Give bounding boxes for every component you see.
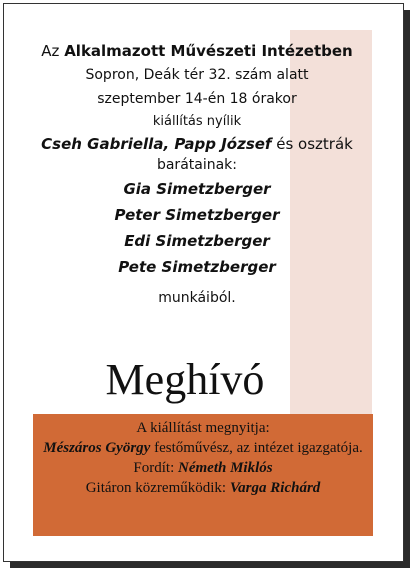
venue-prefix: Az bbox=[41, 42, 65, 60]
intro-line-works: munkáiból. bbox=[158, 290, 236, 306]
hosts-suffix: és osztrák bbox=[271, 135, 353, 153]
intro-line-date: szeptember 14-én 18 órakor bbox=[97, 91, 297, 107]
invitation-title: Meghívó bbox=[105, 355, 265, 404]
opening-line: A kiállítást megnyitja: bbox=[136, 420, 270, 436]
translator-line bbox=[33, 458, 373, 478]
opener-name: Mészáros György bbox=[43, 440, 151, 456]
intro-line-opens: kiállítás nyílik bbox=[152, 114, 242, 129]
opener-description: festőművész, az intézet igazgatója. bbox=[150, 440, 363, 456]
translator-label: Fordít: bbox=[133, 460, 178, 476]
intro-line-hosts bbox=[22, 134, 372, 155]
intro-line-address: Sopron, Deák tér 32. szám alatt bbox=[85, 67, 309, 83]
opening-details-box bbox=[33, 414, 373, 536]
artist-name: Gia Simetzberger bbox=[123, 180, 271, 198]
artist-name: Edi Simetzberger bbox=[124, 232, 270, 250]
page-shadow-bottom bbox=[10, 562, 410, 568]
venue-name: Alkalmazott Művészeti Intézetben bbox=[64, 42, 353, 60]
guitarist-name: Varga Richárd bbox=[229, 480, 321, 496]
invitation-intro bbox=[22, 40, 372, 310]
intro-line-venue bbox=[22, 40, 372, 62]
guitar-line bbox=[33, 478, 373, 498]
intro-line-friends: barátainak: bbox=[156, 157, 238, 173]
translator-name: Németh Miklós bbox=[178, 460, 273, 476]
page-shadow-right bbox=[404, 10, 410, 568]
host-names: Cseh Gabriella, Papp József bbox=[41, 135, 272, 153]
guitar-label: Gitáron közreműködik: bbox=[85, 480, 230, 496]
artist-list bbox=[22, 176, 372, 280]
artist-name: Pete Simetzberger bbox=[118, 258, 276, 276]
artist-name: Peter Simetzberger bbox=[114, 206, 280, 224]
opener-line bbox=[33, 438, 373, 458]
